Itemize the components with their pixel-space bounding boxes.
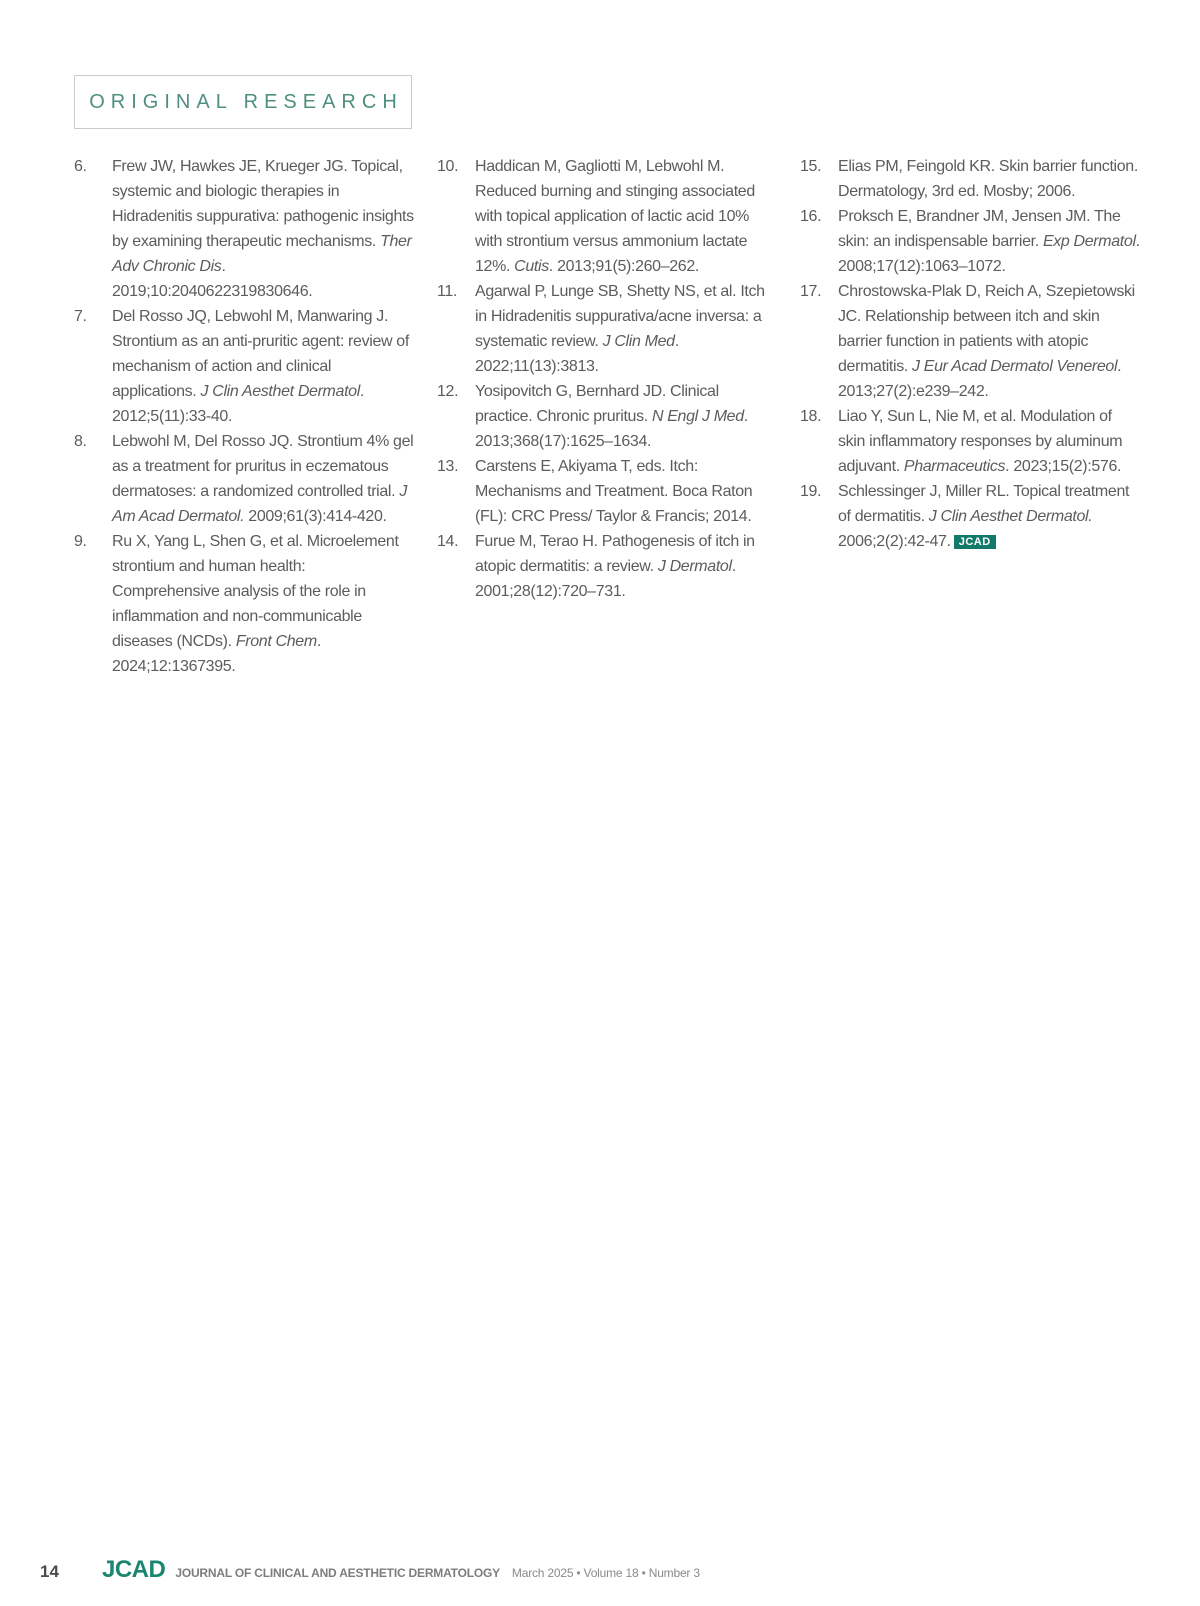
reference-segment: . 2001;28(12):720–731. — [475, 558, 736, 600]
reference-text — [475, 379, 779, 454]
reference-number: 13. — [437, 458, 459, 475]
reference-segment: . 2013;91(5):260–262. — [548, 258, 700, 275]
reference-item — [800, 204, 1140, 279]
page-number: 14 — [40, 1562, 59, 1581]
reference-text — [475, 154, 779, 279]
reference-segment: . 2019;10:2040622319830646. — [112, 258, 313, 300]
reference-text — [838, 154, 1140, 204]
reference-column-2 — [437, 154, 779, 604]
reference-text — [838, 479, 1140, 554]
reference-segment: Lebwohl M, Del Rosso JQ. Strontium 4% gel as a treatment for pruritus in eczematous dermatoses: a randomized controlled trial. — [112, 433, 414, 500]
reference-item — [800, 279, 1140, 404]
reference-number: 8. — [74, 433, 87, 450]
reference-segment: . 2023;15(2):576. — [1005, 458, 1122, 475]
reference-item — [437, 379, 779, 454]
journal-title: J Clin Aesthet Dermatol. — [928, 508, 1093, 525]
reference-segment: Elias PM, Feingold KR. Skin barrier function. Dermatology, 3rd ed. Mosby; 2006. — [838, 158, 1138, 200]
journal-title: Pharmaceutics — [903, 458, 1006, 475]
reference-item — [74, 304, 414, 429]
reference-item — [74, 154, 414, 304]
journal-name: JOURNAL OF CLINICAL AND AESTHETIC DERMATOLOGY — [175, 1566, 500, 1580]
reference-segment: . 2008;17(12):1063–1072. — [838, 233, 1140, 275]
reference-number: 16. — [800, 208, 822, 225]
section-header-box — [74, 75, 412, 129]
reference-item — [800, 154, 1140, 204]
reference-segment: Del Rosso JQ, Lebwohl M, Manwaring J. Strontium as an anti-pruritic agent: review of mechanism of action and clinical applications. — [112, 308, 409, 400]
reference-text — [475, 529, 779, 604]
reference-segment: Carstens E, Akiyama T, eds. Itch: Mechanisms and Treatment. Boca Raton (FL): CRC Press/ Taylor & Francis; 2014. — [475, 458, 753, 525]
reference-column-1 — [74, 154, 414, 679]
reference-number: 15. — [800, 158, 822, 175]
reference-item — [74, 429, 414, 529]
reference-item — [437, 529, 779, 604]
reference-text — [475, 454, 779, 529]
journal-logo: JCAD — [102, 1556, 166, 1583]
reference-segment: Haddican M, Gagliotti M, Lebwohl M. Reduced burning and stinging associated with topical application of lactic acid 10% with strontium versus ammonium lactate 12%. — [475, 158, 755, 275]
reference-segment: Chrostowska-Plak D, Reich A, Szepietowski JC. Relationship between itch and skin barrier function in patients with atopic dermatitis. — [838, 283, 1135, 375]
journal-title: J Clin Med — [602, 333, 675, 350]
issue-info: March 2025 • Volume 18 • Number 3 — [511, 1566, 700, 1580]
reference-segment: . 2013;368(17):1625–1634. — [475, 408, 748, 450]
reference-item — [800, 479, 1140, 554]
reference-segment: Furue M, Terao H. Pathogenesis of itch in atopic dermatitis: a review. — [475, 533, 755, 575]
jcad-end-badge: JCAD — [954, 535, 996, 549]
reference-segment: . 2022;11(13):3813. — [475, 333, 679, 375]
reference-segment: Frew JW, Hawkes JE, Krueger JG. Topical, systemic and biologic therapies in Hidradenitis suppurativa: pathogenic insights by examining therapeutic mechanisms. — [112, 158, 414, 250]
reference-number: 18. — [800, 408, 822, 425]
reference-text — [112, 304, 414, 429]
reference-segment: . 2012;5(11):33-40. — [112, 383, 365, 425]
reference-text — [112, 154, 414, 304]
reference-column-3 — [800, 154, 1140, 554]
reference-number: 7. — [74, 308, 87, 325]
reference-segment: Liao Y, Sun L, Nie M, et al. Modulation of skin inflammatory responses by aluminum adjuvant. — [838, 408, 1123, 475]
reference-item — [437, 454, 779, 529]
reference-text — [112, 529, 414, 679]
journal-title: Exp Dermatol — [1042, 233, 1136, 250]
reference-segment: . 2024;12:1367395. — [112, 633, 321, 675]
journal-title: N Engl J Med — [651, 408, 744, 425]
reference-text — [112, 429, 414, 529]
journal-title: Ther Adv Chronic Dis — [112, 233, 412, 275]
reference-number: 9. — [74, 533, 87, 550]
journal-title: J Eur Acad Dermatol Venereol — [912, 358, 1118, 375]
reference-segment: Yosipovitch G, Bernhard JD. Clinical practice. Chronic pruritus. — [475, 383, 719, 425]
journal-title: J Am Acad Dermatol. — [112, 483, 407, 525]
journal-title: J Dermatol — [657, 558, 732, 575]
reference-text — [838, 204, 1140, 279]
reference-segment: Agarwal P, Lunge SB, Shetty NS, et al. Itch in Hidradenitis suppurativa/acne inversa: a systematic review. — [475, 283, 765, 350]
section-label: ORIGINAL RESEARCH — [89, 90, 403, 113]
reference-segment: Schlessinger J, Miller RL. Topical treatment of dermatitis. — [838, 483, 1130, 525]
reference-segment: Proksch E, Brandner JM, Jensen JM. The skin: an indispensable barrier. — [838, 208, 1121, 250]
reference-segment: 2009;61(3):414-420. — [244, 508, 387, 525]
reference-number: 19. — [800, 483, 822, 500]
reference-segment: 2006;2(2):42-47. — [838, 533, 951, 550]
reference-item — [800, 404, 1140, 479]
reference-number: 14. — [437, 533, 459, 550]
journal-title: J Clin Aesthet Dermatol — [200, 383, 360, 400]
reference-number: 17. — [800, 283, 822, 300]
reference-item — [437, 154, 779, 279]
reference-number: 10. — [437, 158, 459, 175]
reference-text — [838, 279, 1140, 404]
reference-text — [838, 404, 1140, 479]
reference-number: 6. — [74, 158, 87, 175]
journal-title: Front Chem — [235, 633, 317, 650]
reference-item — [74, 529, 414, 679]
reference-item — [437, 279, 779, 379]
reference-segment: Ru X, Yang L, Shen G, et al. Microelement strontium and human health: Comprehensive analysis of the role in inflammation and non-communicable diseases (NCDs). — [112, 533, 399, 650]
reference-number: 11. — [437, 283, 458, 300]
reference-number: 12. — [437, 383, 459, 400]
reference-segment: . 2013;27(2):e239–242. — [838, 358, 1122, 400]
reference-text — [475, 279, 779, 379]
page-footer — [40, 1556, 700, 1586]
journal-title: Cutis — [514, 258, 549, 275]
